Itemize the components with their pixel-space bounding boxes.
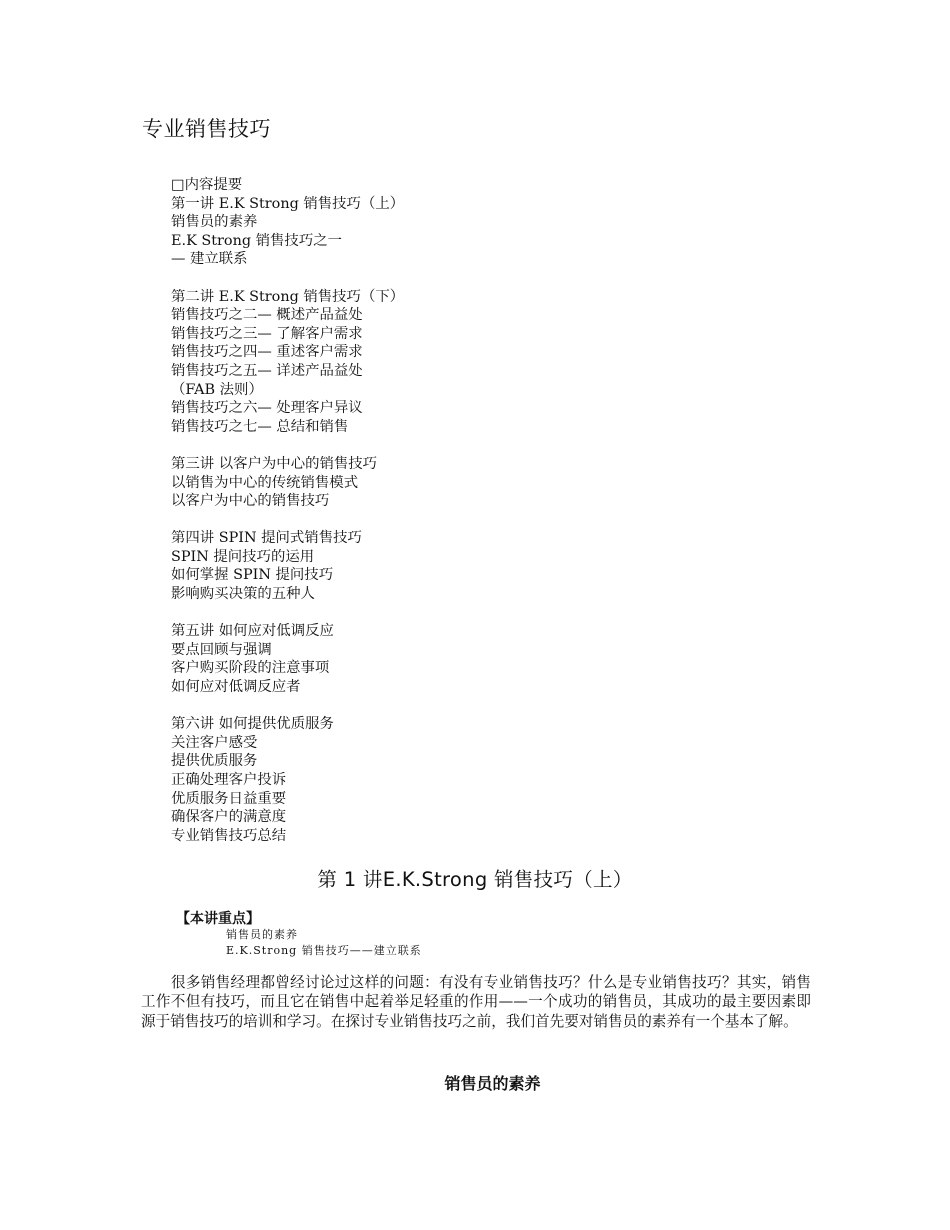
toc-line: 第六讲 如何提供优质服务 xyxy=(171,716,334,733)
toc-line: 销售技巧之二— 概述产品益处 xyxy=(171,307,363,324)
toc-line: SPIN 提问技巧的运用 xyxy=(171,548,315,565)
toc-group-lecture-3 xyxy=(171,455,591,511)
toc-line: 销售技巧之七— 总结和销售 xyxy=(171,418,349,435)
toc-line: 销售技巧之四— 重述客户需求 xyxy=(171,344,363,361)
table-of-contents xyxy=(171,176,591,864)
toc-line: 以客户为中心的销售技巧 xyxy=(171,493,330,510)
toc-line: 以销售为中心的传统销售模式 xyxy=(171,474,359,491)
toc-line: 客户购买阶段的注意事项 xyxy=(171,660,330,677)
focus-item: E.K.Strong 销售技巧——建立联系 xyxy=(226,944,422,957)
toc-line: 销售技巧之六— 处理客户异议 xyxy=(171,400,363,417)
toc-line: 专业销售技巧总结 xyxy=(171,827,287,844)
toc-line: □内容提要 xyxy=(171,177,243,193)
toc-line: 关注客户感受 xyxy=(171,734,258,751)
toc-line: （FAB 法则） xyxy=(171,381,263,398)
toc-line: 销售员的素养 xyxy=(171,214,258,231)
toc-line: 要点回顾与强调 xyxy=(171,641,272,658)
toc-line: 提供优质服务 xyxy=(171,753,258,770)
section-heading: 销售员的素养 xyxy=(444,1074,541,1093)
toc-line: 影响购买决策的五种人 xyxy=(171,586,315,603)
toc-line: 第一讲 E.K Strong 销售技巧（上） xyxy=(171,195,405,212)
toc-group-lecture-5 xyxy=(171,622,591,696)
toc-group-lecture-4 xyxy=(171,529,591,603)
chapter-heading: 第 1 讲E.K.Strong 销售技巧（上） xyxy=(317,868,633,891)
focus-label: 【本讲重点】 xyxy=(176,911,260,927)
focus-list xyxy=(226,927,422,959)
toc-line: 确保客户的满意度 xyxy=(171,809,287,826)
toc-line: 销售技巧之三— 了解客户需求 xyxy=(171,325,363,342)
toc-line: 第四讲 SPIN 提问式销售技巧 xyxy=(171,530,362,547)
toc-line: 优质服务日益重要 xyxy=(171,790,287,807)
toc-group-lecture-2 xyxy=(171,288,591,437)
intro-paragraph: 很多销售经理都曾经讨论过这样的问题：有没有专业销售技巧？什么是专业销售技巧？其实，销售工作不但有技巧，而且它在销售中起着举足轻重的作用——一个成功的销售员，其成功的最主要因素即源于销售技巧的培训和学习。在探讨专业销售技巧之前，我们首先要对销售员的素养有一个基本了解。 xyxy=(141,974,811,1030)
toc-line: 正确处理客户投诉 xyxy=(171,772,287,788)
toc-line: 第二讲 E.K Strong 销售技巧（下） xyxy=(171,288,405,305)
focus-item: 销售员的素养 xyxy=(226,928,298,941)
toc-line: 第三讲 以客户为中心的销售技巧 xyxy=(171,455,378,472)
toc-group-lecture-1 xyxy=(171,176,591,269)
toc-line: 销售技巧之五— 详述产品益处 xyxy=(171,362,363,379)
document-title: 专业销售技巧 xyxy=(142,117,271,141)
toc-line: 如何应对低调反应者 xyxy=(171,679,301,696)
toc-line: E.K Strong 销售技巧之一 xyxy=(171,232,342,249)
toc-line: 第五讲 如何应对低调反应 xyxy=(171,623,334,640)
toc-line: 如何掌握 SPIN 提问技巧 xyxy=(171,567,334,584)
toc-group-lecture-6 xyxy=(171,715,591,845)
toc-line: — 建立联系 xyxy=(171,251,248,268)
